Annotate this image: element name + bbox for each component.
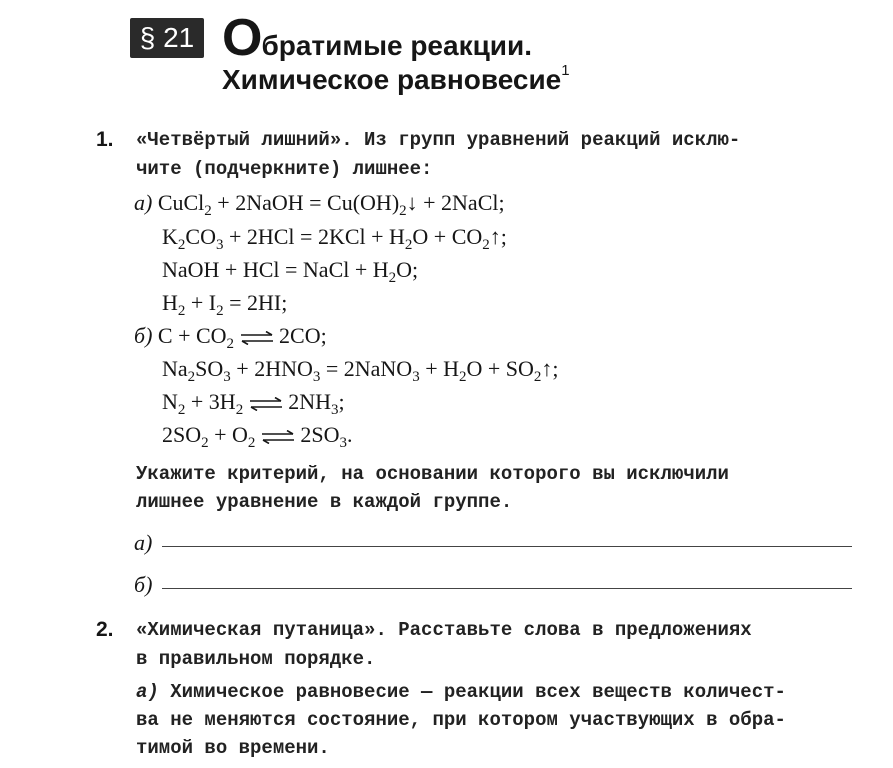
equation-a3: NaOH + HCl = NaCl + $H_2O$; <box>162 257 419 286</box>
equation-a2: $K_2CO_3 + 2HCl = 2KCl + H_2O$ + $CO_2↑$; <box>162 224 507 253</box>
task2-a-label: а) <box>136 681 159 703</box>
equation-b4: $2SO_2 + O_2$ $2SO_3$. <box>162 422 353 451</box>
title-footnote-mark: 1 <box>561 62 570 79</box>
equilibrium-arrow-icon <box>240 331 274 345</box>
task1-criterion-line2: лишнее уравнение в каждой группе. <box>136 491 513 513</box>
answer-b-line[interactable] <box>162 588 852 589</box>
equilibrium-arrow-icon <box>261 430 295 444</box>
section-badge: § 21 <box>130 18 204 58</box>
group-a-label: а) <box>134 190 153 215</box>
task1-number: 1. <box>96 128 114 151</box>
answer-b-label: б) <box>134 572 153 597</box>
equation-b3: $N_2 + 3H_2$ $2NH_3$; <box>162 389 345 418</box>
task1-intro-line2: чите (подчеркните) лишнее: <box>136 158 433 180</box>
page-title-line2 <box>222 64 570 96</box>
task1-intro-line1: «Четвёртый лишний». Из групп уравнений реакций исклю- <box>136 129 741 151</box>
task2-intro-line2: в правильном порядке. <box>136 648 376 670</box>
answer-a-line[interactable] <box>162 546 852 547</box>
task2-a-line1-text: Химическое равновесие — реакции всех веществ количест- <box>170 681 786 703</box>
equation-a4: $H_2 + I_2 = 2HI$; <box>162 290 288 319</box>
task2-a-line1 <box>136 678 786 706</box>
task1-criterion-line1: Укажите критерий, на основании которого вы исключили <box>136 463 729 485</box>
equation-a1: а) CuCl$_2$ + 2NaOH = $Cu(OH)_2↓$ + 2NaCl; <box>134 190 505 219</box>
equation-b2: $Na_2SO_3 + 2HNO_3$ = 2NaNO$_3$ + $H_2O$ + $SO_2↑$; <box>162 356 559 385</box>
task2-intro-line1: «Химическая путаница». Расставьте слова в предложениях <box>136 619 752 641</box>
title-line2-text: Химическое равновесие <box>222 64 562 95</box>
group-b-label: б) <box>134 323 153 348</box>
task2-a-line2: ва не меняются состояние, при котором участвующих в обра- <box>136 709 786 731</box>
title-first-letter: О <box>222 9 262 67</box>
task2-a-line3: тимой во времени. <box>136 737 330 759</box>
answer-a-label: а) <box>134 530 153 555</box>
title-line1-text: братимые реакции. <box>261 30 533 61</box>
equation-b1: б) $C + CO_2$ 2CO; <box>134 323 327 352</box>
equilibrium-arrow-icon <box>249 397 283 411</box>
task2-number: 2. <box>96 618 114 641</box>
